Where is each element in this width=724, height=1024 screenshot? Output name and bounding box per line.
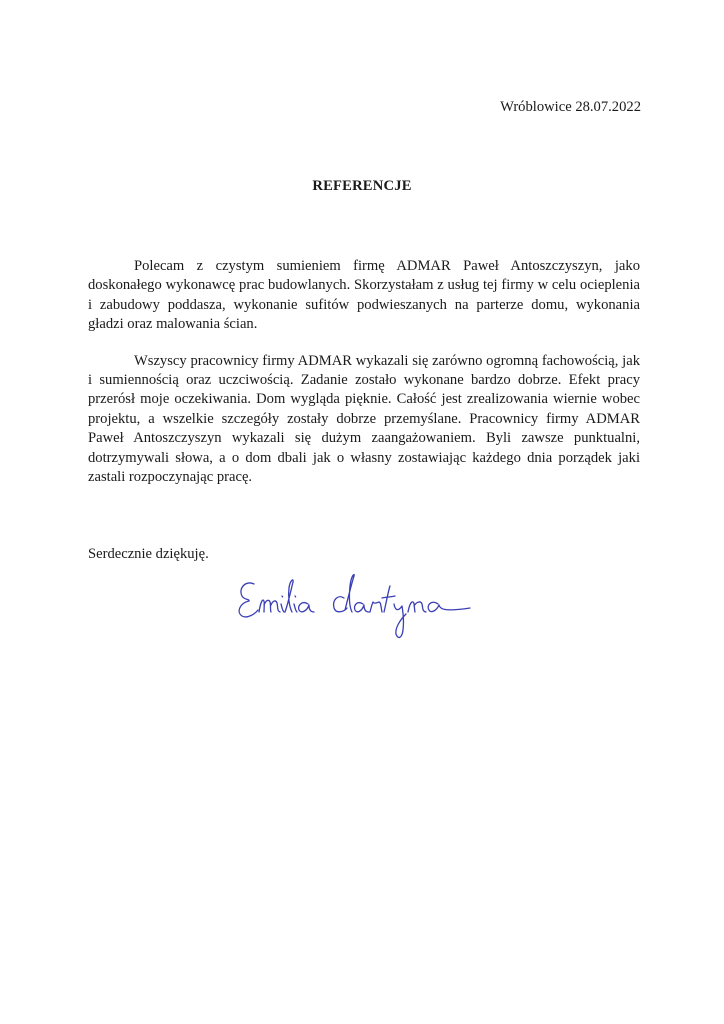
paragraph-2: Wszyscy pracownicy firmy ADMAR wykazali się zarówno ogromną fachowością, jak i sumiennością oraz uczciwością. Zadanie zostało wykonane bardzo dobrze. Efekt pracy przerósł moje oczekiwania. Dom wygląda pięknie. Całość jest zrealizowania wiernie wobec projektu, a wszelkie szczegóły zostały dobrze przemyślane. Pracownicy firmy ADMAR Paweł Antoszczyszyn wykazali się dużym zaangażowaniem. Byli zawsze punktualni, dotrzymywali słowa, a o dom dbali jak o własny zostawiając każdego dnia porządek jaki zastali rozpoczynając pracę. bbox=[88, 352, 640, 486]
document-title: REFERENCJE bbox=[312, 178, 412, 194]
handwritten-signature bbox=[232, 568, 482, 648]
paragraph-1: Polecam z czystym sumieniem firmę ADMAR Paweł Antoszczyszyn, jako doskonałego wykonawcę prac budowlanych. Skorzystałam z usług tej firmy w celu ocieplenia i zabudowy poddasza, wykonanie sufitów podwieszanych na parterze domu, wykonania gładzi oraz malowania ścian. bbox=[88, 258, 640, 333]
closing-line: Serdecznie dziękuję. bbox=[88, 546, 209, 562]
place-date: Wróblowice 28.07.2022 bbox=[500, 99, 641, 115]
letter-body bbox=[88, 257, 640, 504]
